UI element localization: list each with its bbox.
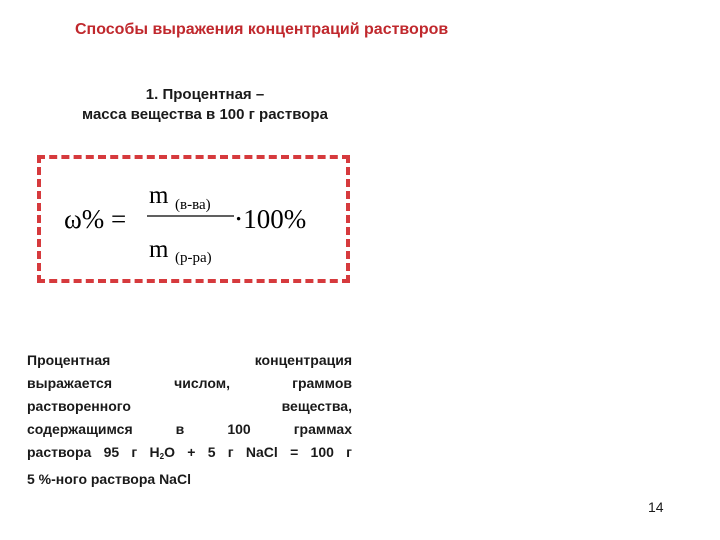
percent-concentration-formula [41, 159, 346, 279]
paragraph-line-5 [27, 441, 352, 468]
subtitle-line-1: 1. Процентная – [145, 86, 265, 103]
subscript-2: 2 [159, 452, 165, 461]
formula-numerator-m: m [149, 182, 169, 209]
paragraph-line-6: 5 %-ного раствора NaCl [27, 471, 191, 487]
paragraph-line-4: содержащимся в 100 граммах [27, 421, 352, 437]
slide-title: Способы выражения концентраций растворов [75, 21, 449, 38]
formula-lhs: ω% = [64, 204, 127, 234]
explanation-paragraph [27, 349, 352, 491]
formula-multiplier: ⋅100% [234, 204, 307, 234]
paragraph-line-2: выражается числом, граммов [27, 375, 352, 391]
formula-numerator-sub: (в-ва) [175, 197, 211, 213]
subtitle-line-2: масса вещества в 100 г раствора [82, 106, 328, 123]
page-number: 14 [648, 499, 664, 515]
paragraph-line-1: Процентная концентрация [27, 352, 352, 368]
formula-denominator-sub: (р-ра) [175, 250, 212, 266]
paragraph-line-3: растворенного вещества, [27, 398, 352, 414]
formula-box [37, 155, 350, 283]
paragraph-line-5-start: раствора 95 г H [27, 444, 160, 460]
subtitle [30, 85, 380, 125]
paragraph-line-5-end: O + 5 г NaCl = 100 г [164, 444, 353, 460]
formula-denominator-m: m [149, 236, 169, 263]
